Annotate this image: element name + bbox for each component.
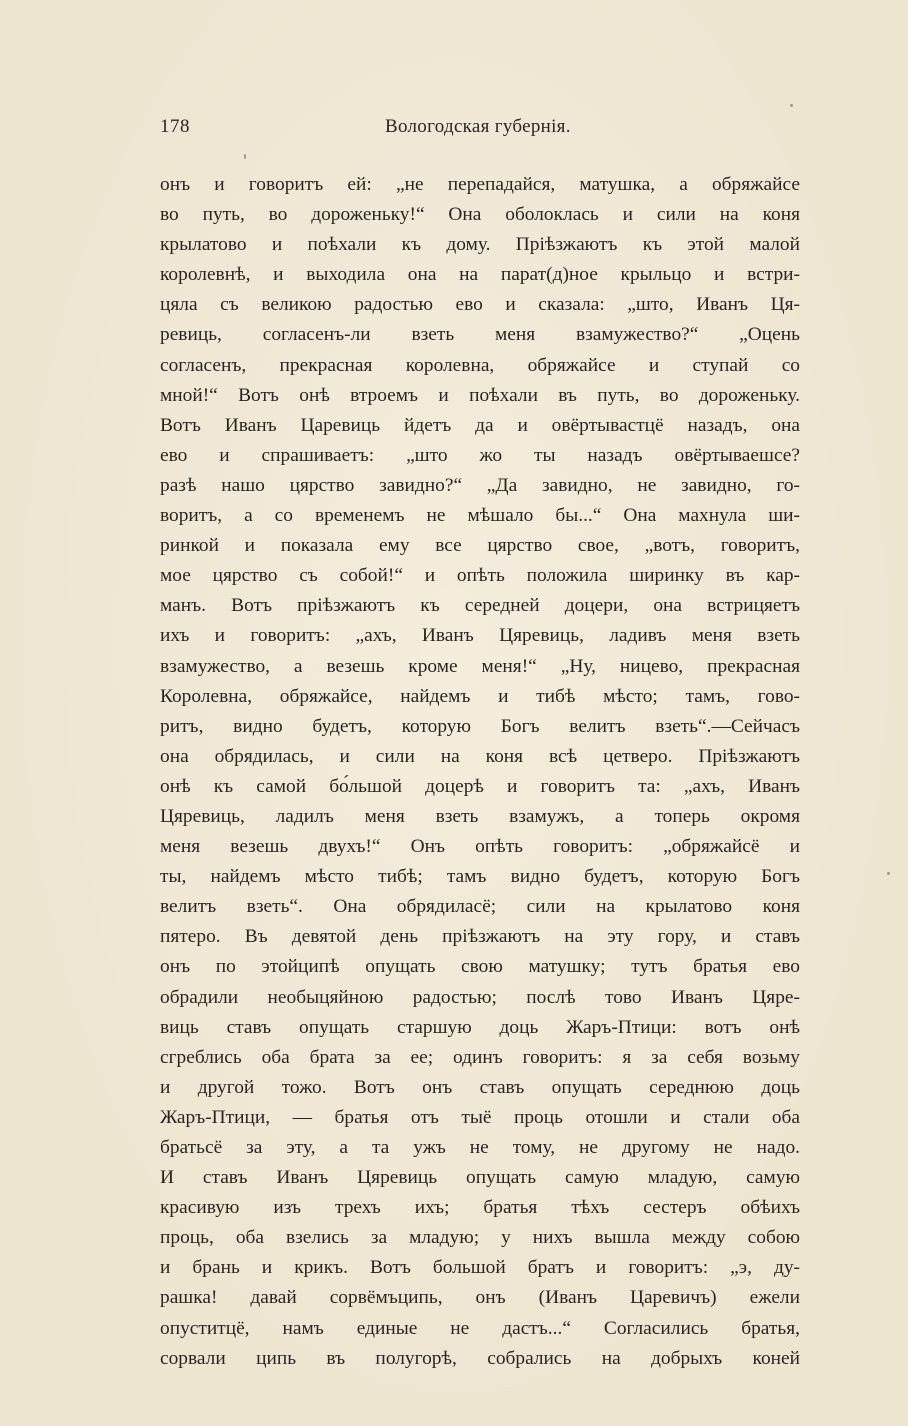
body-text (160, 170, 800, 1374)
text-line: она обрядилась, и сили на коня всѣ цетверо. Пріѣзжаютъ (160, 745, 800, 767)
text-line: взамужество, а везешь кроме меня!“ „Ну, ницево, прекрасная (160, 655, 800, 677)
text-line: опуститцё, намъ единые не дастъ...“ Согласились братья, (160, 1317, 800, 1339)
text-line: меня везешь двухъ!“ Онъ опѣть говоритъ: „обряжайсё и (160, 836, 800, 858)
text-line: Жаръ-Птици, — братья отъ тыё проць отошли и стали оба (160, 1106, 800, 1128)
text-line: Королевна, обряжайсе, найдемъ и тибѣ мѣсто; тамъ, гово- (160, 685, 800, 707)
text-line: сгреблись оба брата за ее; одинъ говоритъ: я за себя возьму (160, 1046, 800, 1068)
print-speck (244, 154, 246, 159)
text-line: велитъ взеть“. Она обрядиласё; сили на крылатово коня (160, 896, 800, 918)
text-line: И ставъ Иванъ Цяревиць опущать самую младую, самую (160, 1167, 800, 1189)
text-line: онѣ къ самой бо́льшой доцерѣ и говоритъ та: „ахъ, Иванъ (160, 775, 800, 797)
page-header (160, 116, 800, 140)
text-line: манъ. Вотъ пріѣзжаютъ къ середней доцери, она встрицяетъ (160, 595, 800, 617)
text-line: ты, найдемъ мѣсто тибѣ; тамъ видно будетъ, которую Богъ (160, 866, 800, 888)
print-speck (887, 872, 890, 875)
text-line: королевнѣ, и выходила она на парат(д)ное крыльцо и встри- (160, 264, 800, 286)
text-line: братьсё за эту, а та ужъ не тому, не другому не надо. (160, 1137, 800, 1158)
page-number: 178 (160, 116, 190, 137)
text-line: согласенъ, прекрасная королевна, обряжайсе и ступай со (160, 354, 800, 376)
text-line: онъ по этойципѣ опущать свою матушку; тутъ братья ево (160, 956, 800, 978)
text-line: разѣ нашо цярство завидно?“ „Да завидно, не завидно, го- (160, 474, 800, 496)
text-line: во путь, во дороженьку!“ Она оболоклась и сили на коня (160, 204, 800, 226)
text-line: обрадили необыцяйною радостью; послѣ тово Иванъ Цяре- (160, 986, 800, 1008)
text-line: ритъ, видно будетъ, которую Богъ велитъ взеть“.—Сейчасъ (160, 715, 800, 737)
text-line: ринкой и показала ему все цярство свое, „вотъ, говоритъ, (160, 535, 800, 557)
text-line: сорвали ципь въ полугорѣ, собрались на добрыхъ коней (160, 1347, 800, 1369)
text-line: ихъ и говоритъ: „ахъ, Иванъ Цяревиць, ладивъ меня взеть (160, 625, 800, 647)
running-head: Вологодская губернія. (385, 116, 571, 137)
text-line: пятеро. Въ девятой день пріѣзжаютъ на эту гору, и ставъ (160, 926, 800, 948)
text-line: крылатово и поѣхали къ дому. Пріѣзжаютъ къ этой малой (160, 234, 800, 256)
text-line: мной!“ Вотъ онѣ втроемъ и поѣхали въ путь, во дороженьку. (160, 384, 800, 406)
text-line: онъ и говоритъ ей: „не перепадайся, матушка, а обряжайсе (160, 174, 800, 195)
text-line: виць ставъ опущать старшую доць Жаръ-Птици: вотъ онѣ (160, 1016, 800, 1038)
text-line: Вотъ Иванъ Царевиць йдетъ да и овёртывастцё назадъ, она (160, 414, 800, 436)
text-line: ево и спрашиваетъ: „што жо ты назадъ овёртываешсе? (160, 444, 800, 466)
text-line: и брань и крикъ. Вотъ большой братъ и говоритъ: „э, ду- (160, 1257, 800, 1279)
text-line: цяла съ великою радостью ево и сказала: „што, Иванъ Ця- (160, 294, 800, 316)
text-line: проць, оба взелись за младую; у нихъ вышла между собою (160, 1227, 800, 1249)
text-line: красивую изъ трехъ ихъ; братья тѣхъ сестеръ обѣихъ (160, 1197, 800, 1219)
text-line: рашка! давай сорвёмъципь, онъ (Иванъ Царевичъ) ежели (160, 1287, 800, 1309)
text-line: Цяревиць, ладилъ меня взеть взамужъ, а топерь окромя (160, 805, 800, 827)
text-line: ревиць, согласенъ-ли взеть меня взамужество?“ „Оцень (160, 324, 800, 346)
text-line: воритъ, а со временемъ не мѣшало бы...“ Она махнула ши- (160, 505, 800, 527)
text-line: мое цярство съ собой!“ и опѣть положила ширинку въ кар- (160, 565, 800, 587)
print-speck (790, 104, 793, 107)
text-line: и другой тожо. Вотъ онъ ставъ опущать середнюю доць (160, 1076, 800, 1098)
